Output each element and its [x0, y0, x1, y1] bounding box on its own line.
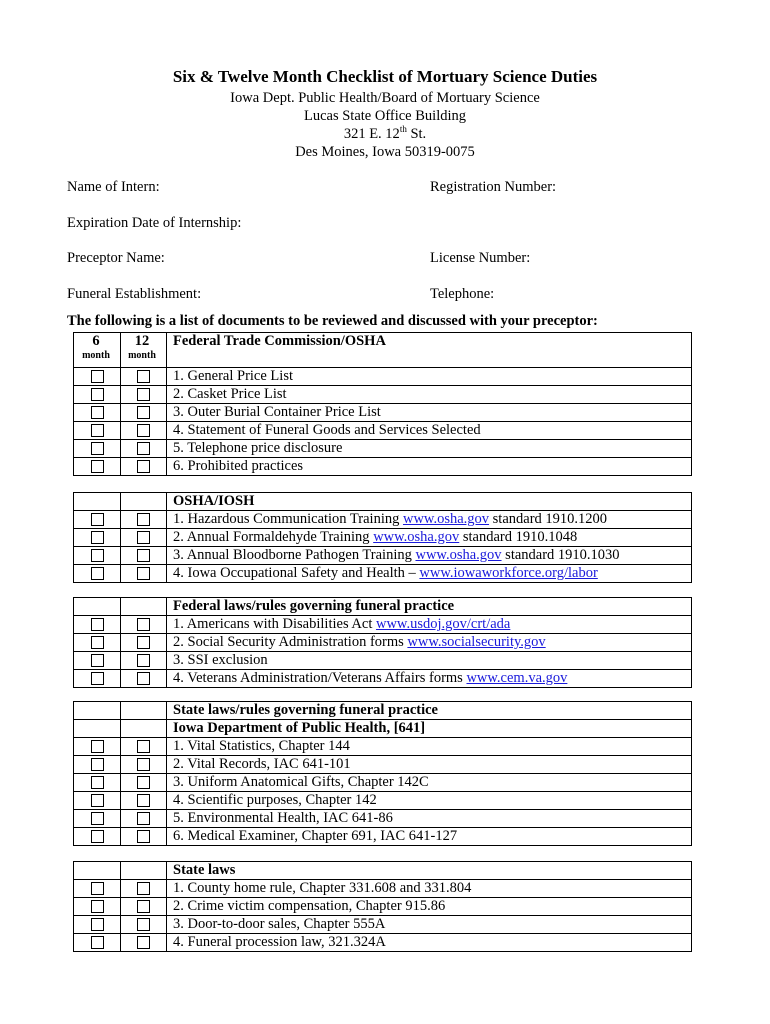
item-text: 1. Vital Statistics, Chapter 144 [173, 738, 350, 754]
twelve-month-checkbox[interactable] [137, 740, 150, 753]
section-heading: Federal Trade Commission/OSHA [167, 333, 692, 351]
preceptor-name-label: Preceptor Name: [67, 250, 165, 266]
checklist-item [74, 422, 692, 440]
checklist-item [74, 934, 692, 952]
checklist-item [74, 792, 692, 810]
item-text-after: standard 1910.1030 [501, 547, 620, 563]
checklist-item [74, 756, 692, 774]
checklist-item [74, 386, 692, 404]
six-month-checkbox[interactable] [91, 618, 104, 631]
checklist-item [74, 511, 692, 529]
item-text: 2. Social Security Administration forms [173, 634, 408, 650]
item-text: 6. Medical Examiner, Chapter 691, IAC 641-127 [173, 828, 458, 844]
item-text: 3. Outer Burial Container Price List [173, 404, 381, 420]
six-month-checkbox[interactable] [91, 936, 104, 949]
twelve-month-checkbox[interactable] [137, 672, 150, 685]
twelve-month-checkbox[interactable] [137, 882, 150, 895]
org-line: Iowa Dept. Public Health/Board of Mortuary Science [230, 90, 540, 106]
item-text: 1. County home rule, Chapter 331.608 and 331.804 [173, 880, 472, 896]
item-text: 4. Statement of Funeral Goods and Services Selected [173, 422, 481, 438]
six-month-checkbox[interactable] [91, 672, 104, 685]
six-month-checkbox[interactable] [91, 442, 104, 455]
twelve-month-checkbox[interactable] [137, 388, 150, 401]
section-heading: State laws [167, 862, 692, 880]
six-month-checkbox[interactable] [91, 406, 104, 419]
item-text: 1. Americans with Disabilities Act [173, 616, 376, 632]
twelve-month-checkbox[interactable] [137, 567, 150, 580]
item-text: 1. General Price List [173, 368, 293, 384]
checklist-section [73, 492, 692, 583]
item-link[interactable]: www.socialsecurity.gov [407, 634, 546, 650]
item-text: 4. Scientific purposes, Chapter 142 [173, 792, 377, 808]
city-line: Des Moines, Iowa 50319-0075 [295, 144, 475, 160]
checklist-item [74, 898, 692, 916]
six-month-checkbox[interactable] [91, 424, 104, 437]
twelve-month-checkbox[interactable] [137, 812, 150, 825]
six-month-checkbox[interactable] [91, 636, 104, 649]
twelve-month-checkbox[interactable] [137, 654, 150, 667]
intern-name-label: Name of Intern: [67, 179, 160, 195]
twelve-month-checkbox[interactable] [137, 406, 150, 419]
twelve-month-checkbox[interactable] [137, 370, 150, 383]
section-heading: Federal laws/rules governing funeral practice [167, 598, 692, 616]
six-month-checkbox[interactable] [91, 654, 104, 667]
six-month-checkbox[interactable] [91, 549, 104, 562]
twelve-month-checkbox[interactable] [137, 549, 150, 562]
twelve-month-checkbox[interactable] [137, 900, 150, 913]
six-month-checkbox[interactable] [91, 776, 104, 789]
six-month-column-header: 6 [92, 333, 100, 349]
twelve-month-checkbox[interactable] [137, 513, 150, 526]
checklist-item [74, 565, 692, 583]
six-month-checkbox[interactable] [91, 830, 104, 843]
six-month-checkbox[interactable] [91, 758, 104, 771]
item-text-after: standard 1910.1048 [459, 529, 578, 545]
item-text: 4. Funeral procession law, 321.324A [173, 934, 386, 950]
item-link[interactable]: www.osha.gov [415, 547, 502, 563]
intro-text: The following is a list of documents to be reviewed and discussed with your preceptor: [67, 313, 598, 329]
twelve-month-checkbox[interactable] [137, 531, 150, 544]
six-month-checkbox[interactable] [91, 460, 104, 473]
checklist-item [74, 368, 692, 386]
six-month-column-sub: month [82, 350, 110, 361]
item-text: 2. Casket Price List [173, 386, 287, 402]
checklist-item [74, 670, 692, 688]
item-link[interactable]: www.usdoj.gov/crt/ada [375, 616, 511, 632]
telephone-label: Telephone: [430, 286, 495, 302]
twelve-month-checkbox[interactable] [137, 776, 150, 789]
checklist-item [74, 404, 692, 422]
item-text: 3. SSI exclusion [173, 652, 268, 668]
item-text-after: standard 1910.1200 [489, 511, 608, 527]
item-text: 5. Environmental Health, IAC 641-86 [173, 810, 393, 826]
twelve-month-column-header: 12 [134, 333, 150, 349]
twelve-month-checkbox[interactable] [137, 918, 150, 931]
funeral-establishment-label: Funeral Establishment: [67, 286, 202, 302]
checklist-item [74, 774, 692, 792]
item-text: 4. Veterans Administration/Veterans Affairs forms [173, 670, 467, 686]
registration-number-label: Registration Number: [430, 179, 557, 195]
twelve-month-checkbox[interactable] [137, 794, 150, 807]
twelve-month-checkbox[interactable] [137, 618, 150, 631]
checklist-item [74, 880, 692, 898]
checklist-item [74, 634, 692, 652]
item-text: 3. Uniform Anatomical Gifts, Chapter 142C [173, 774, 429, 790]
six-month-checkbox[interactable] [91, 513, 104, 526]
item-text: 4. Iowa Occupational Safety and Health – [173, 565, 420, 581]
checklist-item [74, 440, 692, 458]
item-link[interactable]: www.osha.gov [402, 511, 490, 527]
six-month-checkbox[interactable] [91, 882, 104, 895]
checklist-item [74, 828, 692, 846]
six-month-checkbox[interactable] [91, 740, 104, 753]
expiration-date-label: Expiration Date of Internship: [67, 215, 242, 231]
item-text: 1. Hazardous Communication Training [173, 511, 403, 527]
twelve-month-checkbox[interactable] [137, 636, 150, 649]
item-text: 2. Vital Records, IAC 641-101 [173, 756, 351, 772]
twelve-month-checkbox[interactable] [137, 460, 150, 473]
item-link[interactable]: www.cem.va.gov [466, 670, 568, 686]
six-month-checkbox[interactable] [91, 567, 104, 580]
building-line: Lucas State Office Building [303, 108, 466, 124]
checklist-section [73, 597, 692, 688]
license-number-label: License Number: [430, 250, 531, 266]
item-link[interactable]: www.iowaworkforce.org/labor [419, 565, 598, 581]
six-month-checkbox[interactable] [91, 918, 104, 931]
checklist-item [74, 738, 692, 756]
checklist-item [74, 616, 692, 634]
six-month-checkbox[interactable] [91, 388, 104, 401]
street-line: 321 E. 12th St. [343, 124, 427, 142]
twelve-month-checkbox[interactable] [137, 830, 150, 843]
page-title: Six & Twelve Month Checklist of Mortuary Science Duties [172, 67, 598, 86]
item-text: 2. Annual Formaldehyde Training [173, 529, 374, 545]
twelve-month-checkbox[interactable] [137, 442, 150, 455]
six-month-checkbox[interactable] [91, 794, 104, 807]
checklist-item [74, 529, 692, 547]
twelve-month-checkbox[interactable] [137, 424, 150, 437]
checklist-item [74, 810, 692, 828]
section-heading: OSHA/IOSH [167, 493, 692, 511]
twelve-month-checkbox[interactable] [137, 758, 150, 771]
twelve-month-checkbox[interactable] [137, 936, 150, 949]
checklist-item [74, 458, 692, 476]
checklist-item [74, 652, 692, 670]
item-text: 6. Prohibited practices [173, 458, 304, 474]
item-text: 3. Annual Bloodborne Pathogen Training [173, 547, 416, 563]
section-heading: State laws/rules governing funeral practice [167, 702, 692, 720]
item-text: 5. Telephone price disclosure [173, 440, 343, 456]
checklist-section [73, 861, 692, 952]
twelve-month-column-sub: month [128, 350, 156, 361]
six-month-checkbox[interactable] [91, 900, 104, 913]
checklist-item [74, 547, 692, 565]
item-text: 3. Door-to-door sales, Chapter 555A [173, 916, 386, 932]
six-month-checkbox[interactable] [91, 370, 104, 383]
checklist-item [74, 916, 692, 934]
item-link[interactable]: www.osha.gov [373, 529, 460, 545]
item-text: 2. Crime victim compensation, Chapter 915.86 [173, 898, 446, 914]
six-month-checkbox[interactable] [91, 531, 104, 544]
checklist-section [73, 332, 692, 476]
six-month-checkbox[interactable] [91, 812, 104, 825]
section-heading: Iowa Department of Public Health, [641] [167, 720, 692, 738]
checklist-section [73, 701, 692, 846]
